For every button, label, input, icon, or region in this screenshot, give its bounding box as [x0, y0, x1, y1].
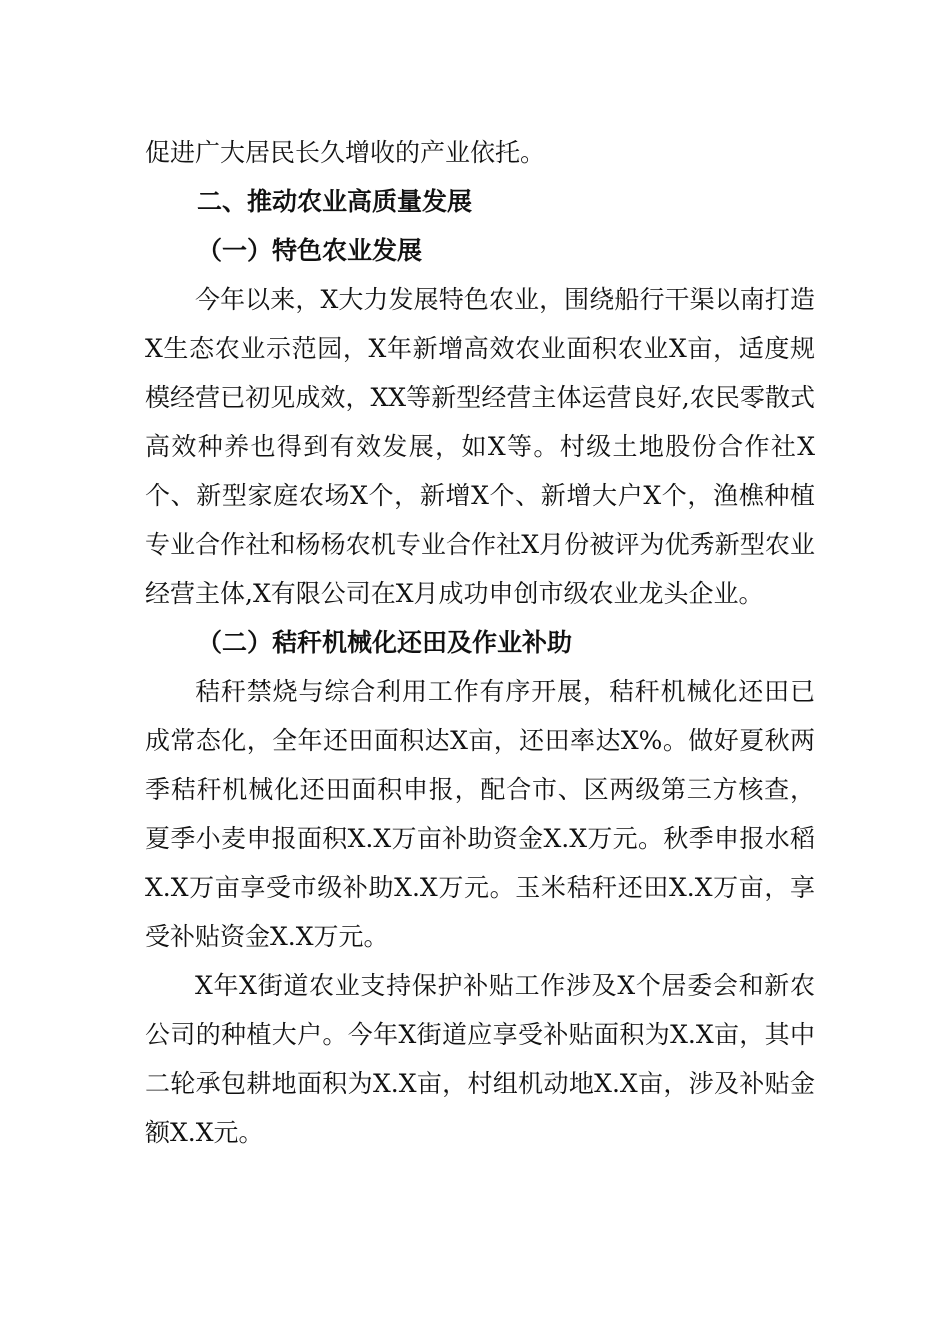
section-heading-2: 二、推动农业高质量发展: [197, 187, 473, 216]
paragraph-specialty-agriculture: 今年以来，X大力发展特色农业，围绕船行干渠以南打造X生态农业示范园，X年新增高效农业面积农业X亩，适度规模经营已初见成效，XX等新型经营主体运营良好,农民零散式高效种养也得到有效发展，如X等。村级土地股份合作社X个、新型家庭农场X个，新增X个、新增大户X个，渔樵种植专业合作社和杨杨农机专业合作社X月份被评为优秀新型农业经营主体,X有限公司在X月成功申创市级农业龙头企业。: [145, 285, 815, 608]
paragraph-continuation: 促进广大居民长久增收的产业依托。: [145, 138, 546, 167]
paragraph-straw-returning: 秸秆禁烧与综合利用工作有序开展，秸秆机械化还田已成常态化，全年还田面积达X亩，还田率达X%。做好夏秋两季秸秆机械化还田面积申报，配合市、区两级第三方核查，夏季小麦申报面积X.X万亩补助资金X.X万元。秋季申报水稻X.X万亩享受市级补助X.X万元。玉米秸秆还田X.X万亩，享受补贴资金X.X万元。: [145, 677, 815, 951]
paragraph-subsidy: X年X街道农业支持保护补贴工作涉及X个居委会和新农公司的种植大户。今年X街道应享受补贴面积为X.X亩，其中二轮承包耕地面积为X.X亩，村组机动地X.X亩，涉及补贴金额X.X元。: [145, 971, 815, 1147]
subsection-heading-1: （一）特色农业发展: [197, 236, 423, 265]
subsection-heading-2: （二）秸秆机械化还田及作业补助: [197, 628, 573, 657]
document-body: [145, 128, 815, 1157]
